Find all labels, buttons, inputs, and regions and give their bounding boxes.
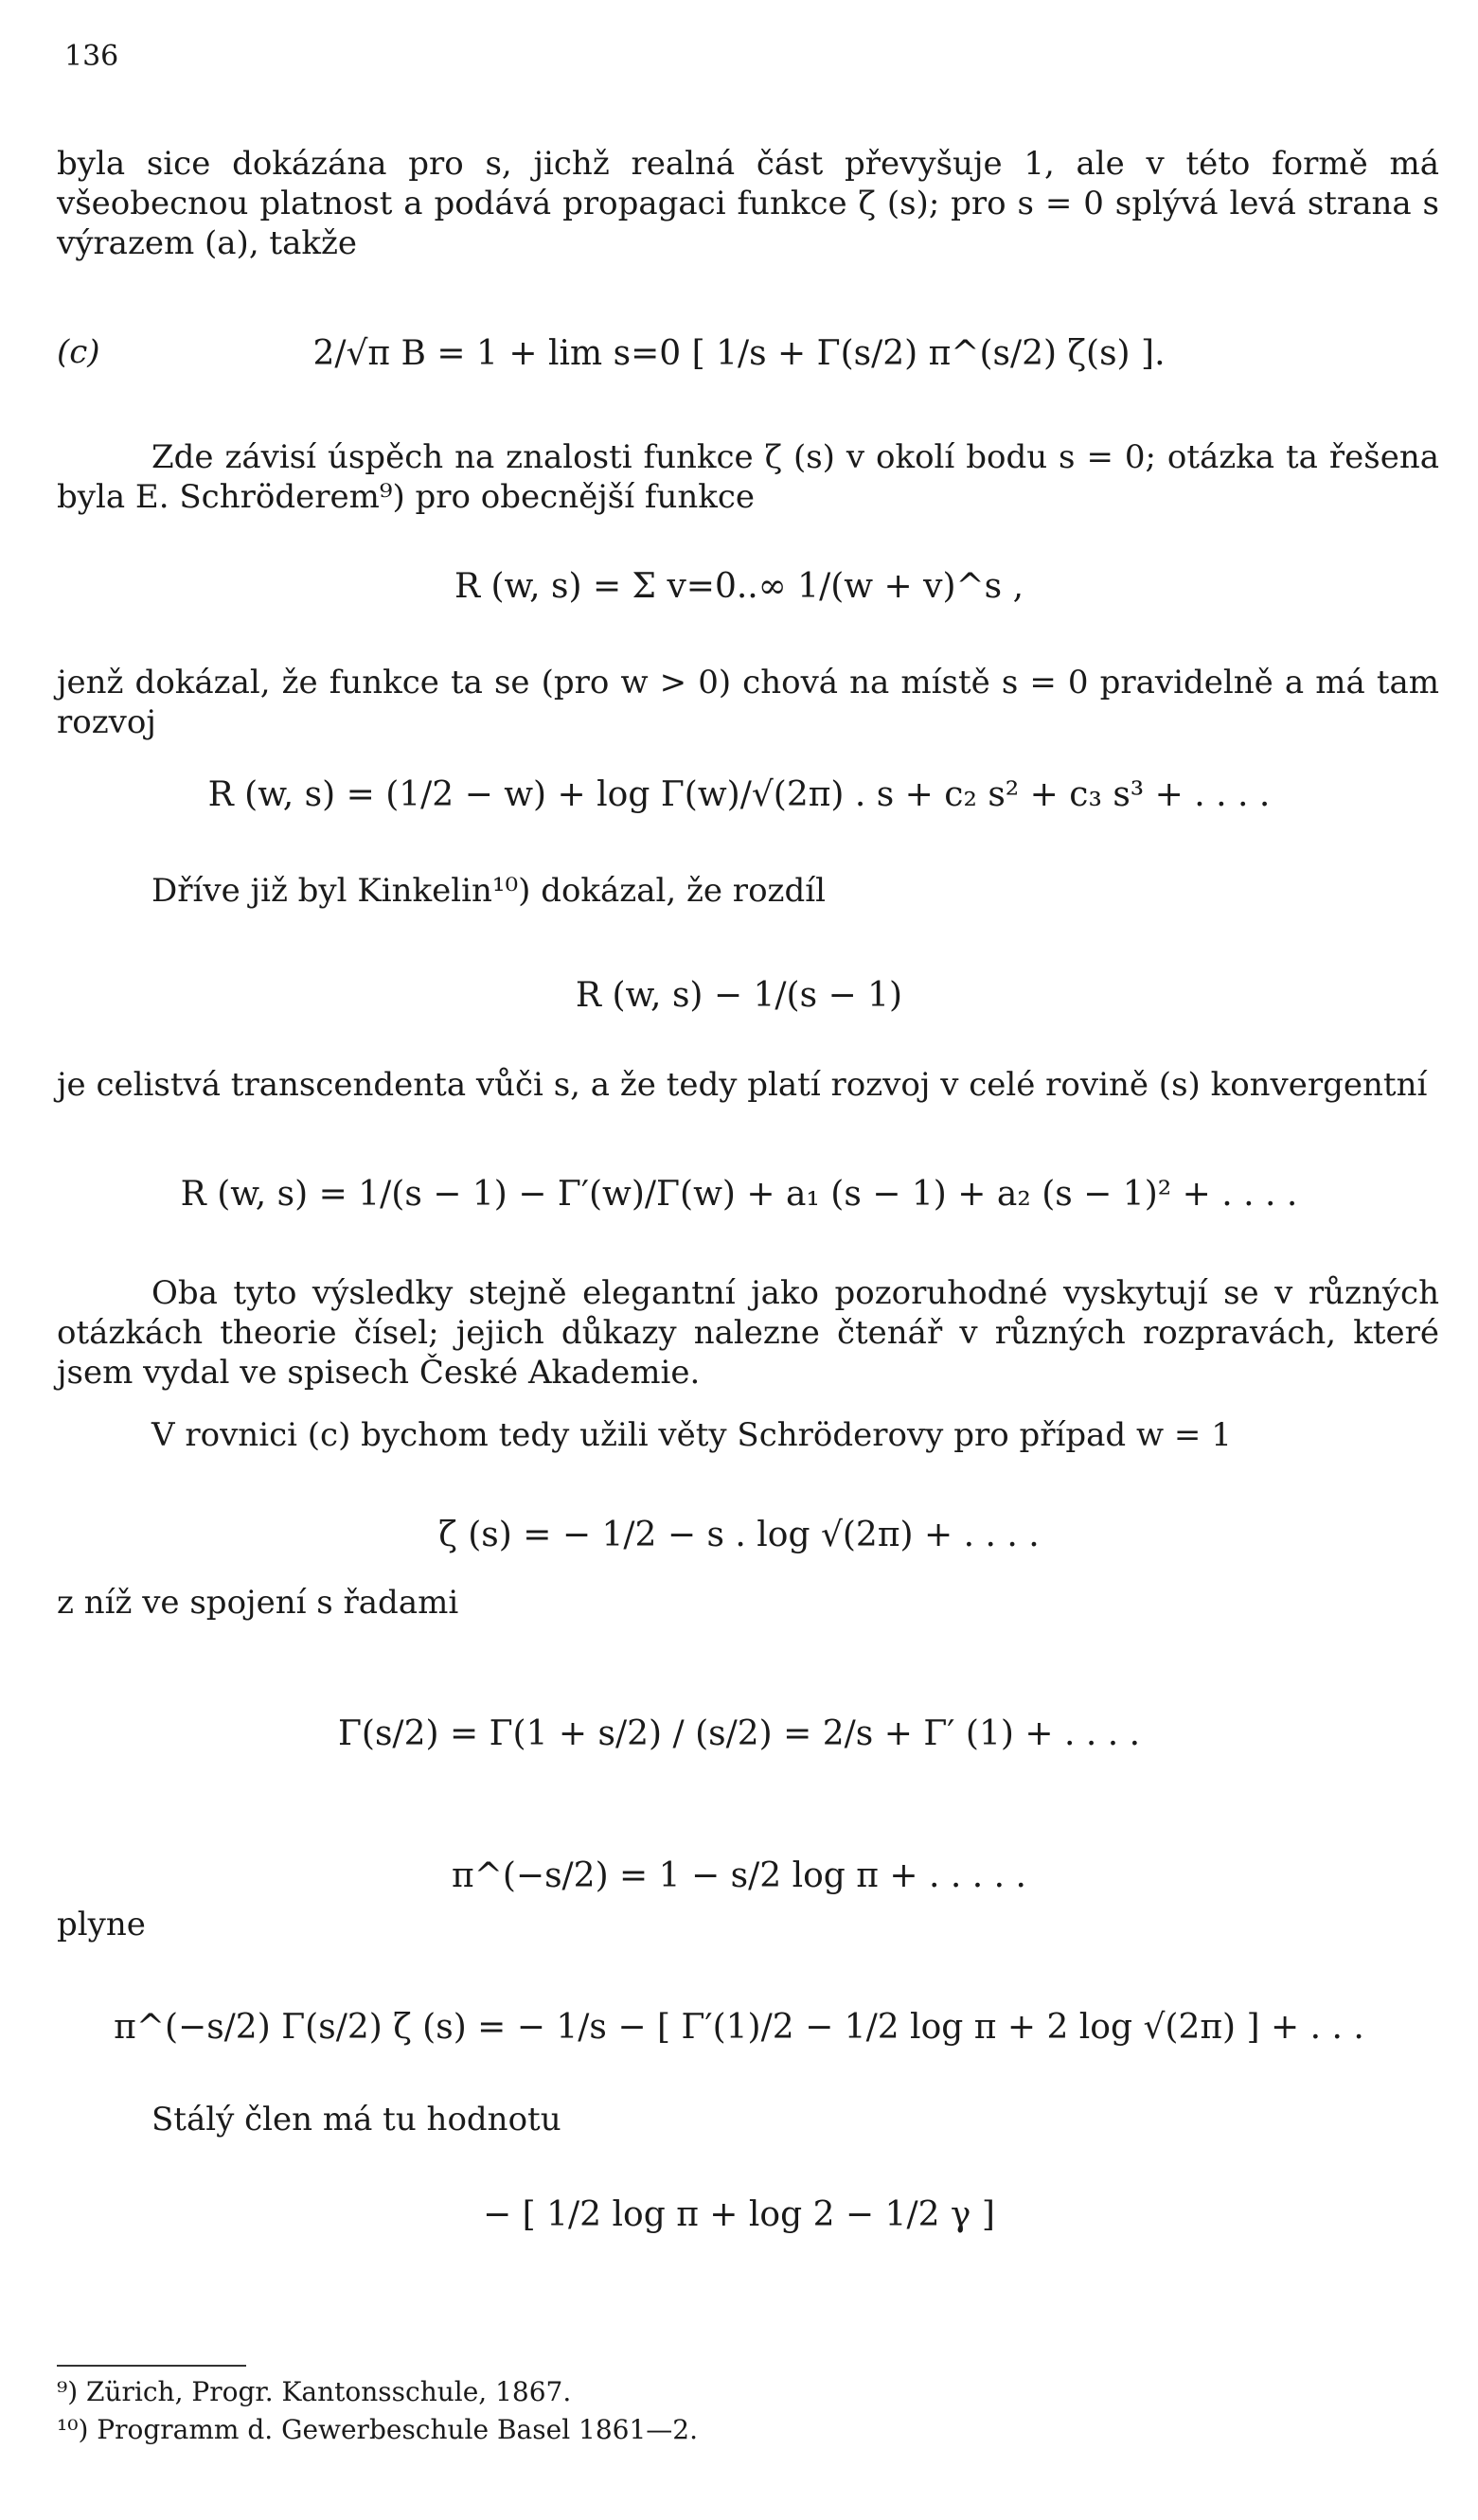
footnote-separator: [57, 2365, 246, 2367]
equation-R-laurent: R (w, s) = 1/(s − 1) − Γ′(w)/Γ(w) + a₁ (s − 1) + a₂ (s − 1)² + . . . .: [180, 1175, 1298, 1214]
paragraph-3: jenž dokázal, že funkce ta se (pro w > 0) chová na místě s = 0 pravidelně a má tam rozvoj: [57, 664, 1439, 741]
paragraph-6: Oba tyto výsledky stejně elegantní jako pozoruhodné vyskytují se v různých otázkách theorie čísel; jejich důkazy nalezne čtenář v různých rozpravách, které jsem vydal ve spisech České Akademie.: [57, 1274, 1439, 1392]
paragraph-8: z níž ve spojení s řadami: [57, 1584, 459, 1622]
paragraph-4: Dříve již byl Kinkelin¹⁰) dokázal, že rozdíl: [151, 872, 826, 910]
equation-zeta-expansion: ζ (s) = − 1/2 − s . log √(2π) + . . . .: [438, 1516, 1040, 1554]
paragraph-2: Zde závisí úspěch na znalosti funkce ζ (s) v okolí bodu s = 0; otázka ta řešena byla E. Schröderem⁹) pro obecnější funkce: [57, 438, 1439, 516]
paragraph-5: je celistvá transcendenta vůči s, a že tedy platí rozvoj v celé rovině (s) konvergentní: [57, 1066, 1428, 1104]
equation-R-definition: R (w, s) = Σ v=0..∞ 1/(w + v)^s ,: [454, 567, 1024, 606]
equation-constant-term: − [ 1/2 log π + log 2 − 1/2 γ ]: [483, 2195, 995, 2234]
equation-label-c: (c): [57, 333, 100, 371]
equation-difference: R (w, s) − 1/(s − 1): [575, 976, 903, 1015]
equation-R-expansion: R (w, s) = (1/2 − w) + log Γ(w)/√(2π) . s + c₂ s² + c₃ s³ + . . . .: [207, 775, 1271, 814]
paragraph-7: V rovnici (c) bychom tedy užili věty Schröderovy pro případ w = 1: [151, 1416, 1232, 1454]
paragraph-10: Stálý člen má tu hodnotu: [151, 2101, 561, 2138]
footnote-9: ⁹) Zürich, Progr. Kantonsschule, 1867.: [57, 2376, 572, 2407]
page-number: 136: [64, 40, 119, 73]
equation-combined: π^(−s/2) Γ(s/2) ζ (s) = − 1/s − [ Γ′(1)/2 − 1/2 log π + 2 log √(2π) ] + . . .: [114, 2008, 1364, 2047]
paragraph-1: byla sice dokázána pro s, jichž realná část převyšuje 1, ale v této formě má všeobecnou platnost a podává propagaci funkce ζ (s); pro s = 0 splývá levá strana s výrazem (a), takže: [57, 145, 1439, 262]
footnote-10: ¹⁰) Programm d. Gewerbeschule Basel 1861—2.: [57, 2414, 699, 2445]
paragraph-9: plyne: [57, 1906, 146, 1943]
equation-gamma-expansion: Γ(s/2) = Γ(1 + s/2) / (s/2) = 2/s + Γ′ (1) + . . . .: [337, 1714, 1141, 1753]
equation-pi-expansion: π^(−s/2) = 1 − s/2 log π + . . . . .: [452, 1856, 1026, 1895]
equation-c: 2/√π B = 1 + lim s=0 [ 1/s + Γ(s/2) π^(s/2) ζ(s) ].: [312, 334, 1166, 373]
